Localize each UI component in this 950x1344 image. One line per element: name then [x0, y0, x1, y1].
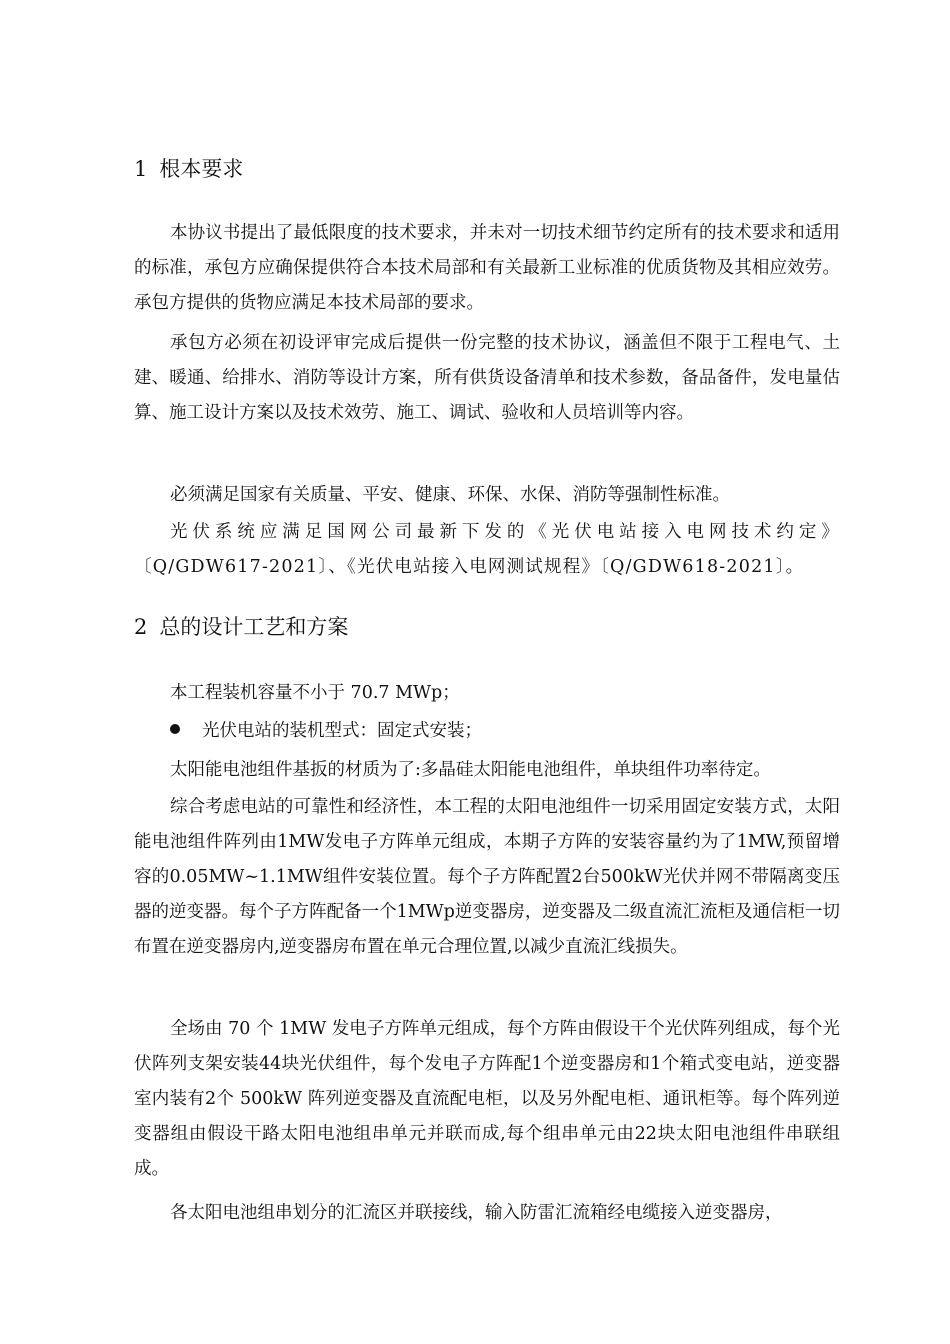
bullet-dot-icon	[170, 724, 180, 734]
section-1-paragraph-1: 本协议书提出了最低限度的技术要求，并未对一切技术细节约定所有的技术要求和适用的标准，承包方应确保提供符合本技术局部和有关最新工业标准的优质货物及其相应效劳。承包方提供的货物应满足本技术局部的要求。	[134, 223, 840, 313]
section-1-paragraph-3: 必须满足国家有关质量、平安、健康、环保、水保、消防等强制性标准。	[170, 485, 730, 505]
section-2-paragraph-5: 全场由 70 个 1MW 发电子方阵单元组成，每个方阵由假设干个光伏阵列组成，每个光伏阵列支架安装44块光伏组件，每个发电子方阵配1个逆变器房和1个箱式变电站，逆变器室内装有2个 500kW 阵列逆变器及直流配电柜，以及另外配电柜、通讯柜等。每个阵列逆变器组由假设干路太阳电池组串单元并联而成,每个组串单元由22块太阳电池组件串联组成。	[134, 1019, 840, 1179]
section-2-paragraph-1: 本工程装机容量不小于 70.7 MWp；	[170, 683, 460, 703]
section-1-title: 根本要求	[159, 157, 244, 181]
bullet-item	[170, 714, 482, 749]
section-1-paragraph-4: 光伏系统应满足国网公司最新下发的《光伏电站接入电网技术约定》〔Q/GDW617-2021〕、《光伏电站接入电网测试规程》〔Q/GDW618-2021〕。	[134, 522, 840, 577]
section-2-heading	[134, 612, 348, 642]
bullet-item-text: 光伏电站的装机型式：固定式安装；	[202, 721, 482, 741]
section-1-heading	[134, 154, 243, 184]
section-2-title: 总的设计工艺和方案	[159, 615, 349, 639]
section-1-paragraph-2: 承包方必须在初设评审完成后提供一份完整的技术协议，涵盖但不限于工程电气、土建、暖通、给排水、消防等设计方案，所有供货设备清单和技术参数，备品备件，发电量估算、施工设计方案以及技术效劳、施工、调试、验收和人员培训等内容。	[134, 333, 840, 423]
section-2-number: 2	[134, 615, 148, 639]
section-2-paragraph-6: 各太阳电池组串划分的汇流区并联接线，输入防雷汇流箱经电缆接入逆变器房，	[170, 1203, 783, 1223]
section-1-number: 1	[134, 157, 148, 181]
section-2-paragraph-4: 综合考虑电站的可靠性和经济性，本工程的太阳电池组件一切采用固定安装方式，太阳能电池组件阵列由1MW发电子方阵单元组成，本期子方阵的安装容量约为了1MW,预留增容的0.05MW~1.1MW组件安装位置。每个子方阵配置2台500kW光伏并网不带隔离变压器的逆变器。每个子方阵配备一个1MWp逆变器房，逆变器及二级直流汇流柜及通信柜一切布置在逆变器房内,逆变器房布置在单元合理位置,以减少直流汇线损失。	[134, 797, 840, 957]
section-2-paragraph-3: 太阳能电池组件基扳的材质为了:多晶硅太阳能电池组件，单块组件功率待定。	[170, 760, 771, 780]
